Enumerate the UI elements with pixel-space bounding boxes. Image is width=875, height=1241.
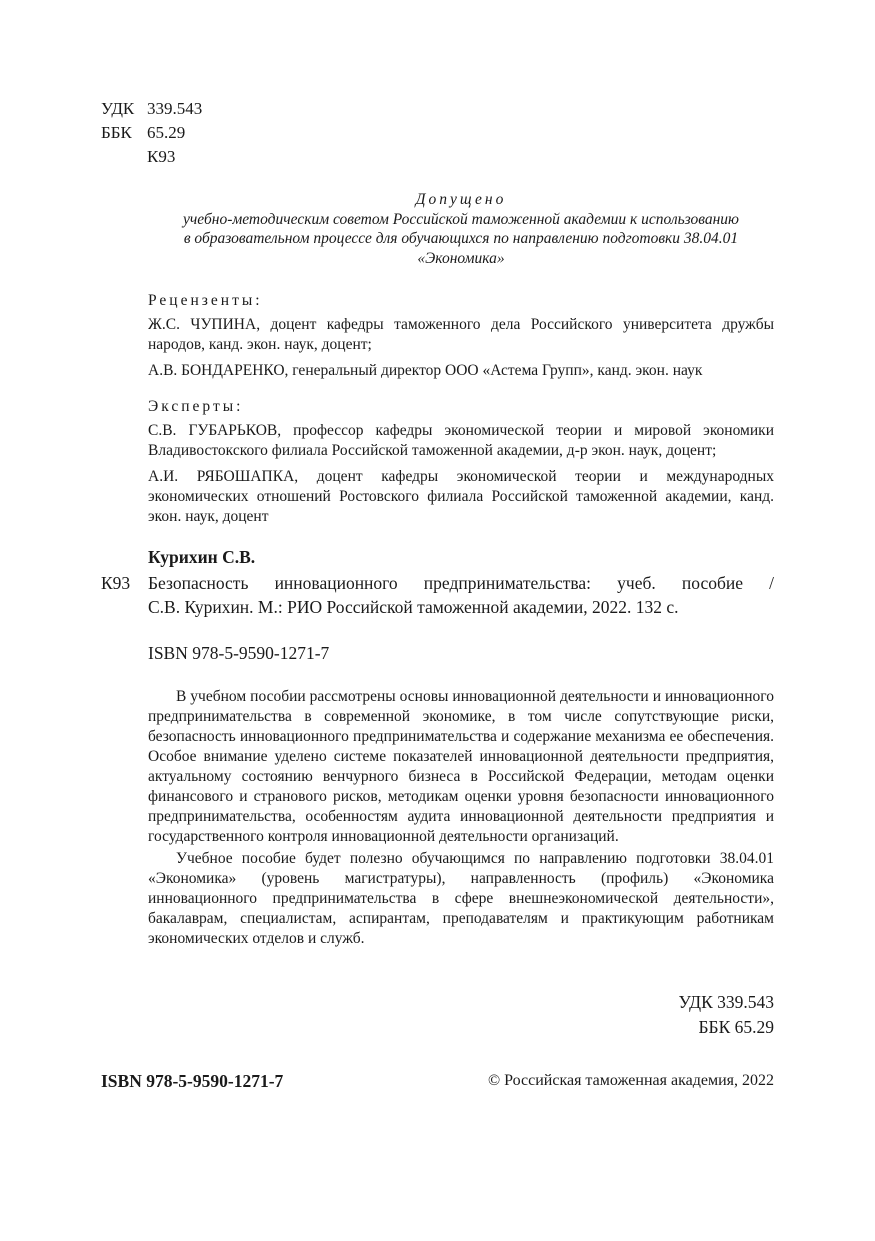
bbk-bottom: ББК 65.29 bbox=[698, 1017, 774, 1037]
bbk-value: 65.29 bbox=[147, 123, 186, 142]
bibliographic-line-2: С.В. Курихин. М.: РИО Российской таможенной академии, 2022. 132 с. bbox=[148, 597, 679, 617]
abstract-paragraph: Учебное пособие будет полезно обучающимся по направлению подготовки 38.04.01 «Экономика» (уровень магистратуры), направленность (профиль) «Экономика инновационного предпринимательства в сфере внешнеэкономической деятельности», бакалаврам, специалистам, аспирантам, преподавателям и практикующим работникам экономических отделов и служб. bbox=[148, 850, 774, 947]
approval-line-3: «Экономика» bbox=[417, 249, 505, 267]
bibliographic-line-1: Безопасность инновационного предпринимательства: учеб. пособие / bbox=[148, 573, 774, 593]
reviewer-entry: Ж.С. ЧУПИНА, доцент кафедры таможенного дела Российского университета дружбы народов, канд. экон. наук, доцент; bbox=[148, 316, 774, 353]
copyright: © Российская таможенная академия, 2022 bbox=[487, 1072, 774, 1089]
reviewers-label: Рецензенты: bbox=[148, 292, 263, 309]
experts-label: Эксперты: bbox=[148, 398, 244, 415]
isbn-inline: ISBN 978-5-9590-1271-7 bbox=[148, 643, 330, 663]
author-heading: Курихин С.В. bbox=[148, 547, 256, 567]
author-code-row bbox=[101, 145, 202, 169]
author-code: К93 bbox=[147, 147, 176, 166]
udk-value: 339.543 bbox=[147, 99, 203, 118]
approval-line-2: в образовательном процессе для обучающихся по направлению подготовки 38.04.01 bbox=[183, 230, 739, 247]
udk-label: УДК bbox=[101, 99, 135, 118]
reviewer-entry: А.В. БОНДАРЕНКО, генеральный директор ООО «Астема Групп», канд. экон. наук bbox=[148, 362, 703, 379]
udk-row bbox=[101, 97, 202, 121]
bibliographic-description bbox=[148, 571, 774, 619]
expert-entry: А.И. РЯБОШАПКА, доцент кафедры экономической теории и международных экономических отношений Ростовского филиала Российской таможенной академии, канд. экон. наук, доцент bbox=[148, 468, 774, 525]
approval-line-1: учебно-методическим советом Российской таможенной академии к использованию bbox=[183, 210, 739, 228]
abstract bbox=[148, 687, 774, 951]
udk-bottom: УДК 339.543 bbox=[678, 992, 774, 1012]
abstract-paragraph: В учебном пособии рассмотрены основы инновационной деятельности и инновационного предпринимательства в современной экономике, в том числе сопутствующие риски, безопасность инновационного предпринимательства и содержание механизма ее обеспечения. Особое внимание уделено системе показателей инновационной деятельности предприятия, актуальному состоянию венчурного бизнеса в Российской Федерации, методам оценки финансового и странового рисков, методикам оценки уровня безопасности инновационного предпринимательства, особенностям аудита инновационной деятельности предприятия и государственного контроля инновационной деятельности организаций. bbox=[148, 688, 774, 845]
approval-title: Допущено bbox=[415, 191, 507, 208]
bbk-label: ББК bbox=[101, 123, 132, 142]
bbk-row bbox=[101, 121, 202, 145]
expert-entry: С.В. ГУБАРЬКОВ, профессор кафедры экономической теории и мировой экономики Владивостокского филиала Российской таможенной академии, д-р экон. наук, доцент; bbox=[148, 422, 774, 459]
classification-bottom bbox=[679, 990, 774, 1040]
reviewers-section bbox=[148, 291, 774, 387]
classification-top bbox=[101, 97, 202, 169]
isbn-footer: ISBN 978-5-9590-1271-7 bbox=[101, 1071, 284, 1091]
approval-block bbox=[148, 190, 774, 268]
experts-section bbox=[148, 397, 774, 533]
bibliographic-code: К93 bbox=[101, 573, 131, 593]
